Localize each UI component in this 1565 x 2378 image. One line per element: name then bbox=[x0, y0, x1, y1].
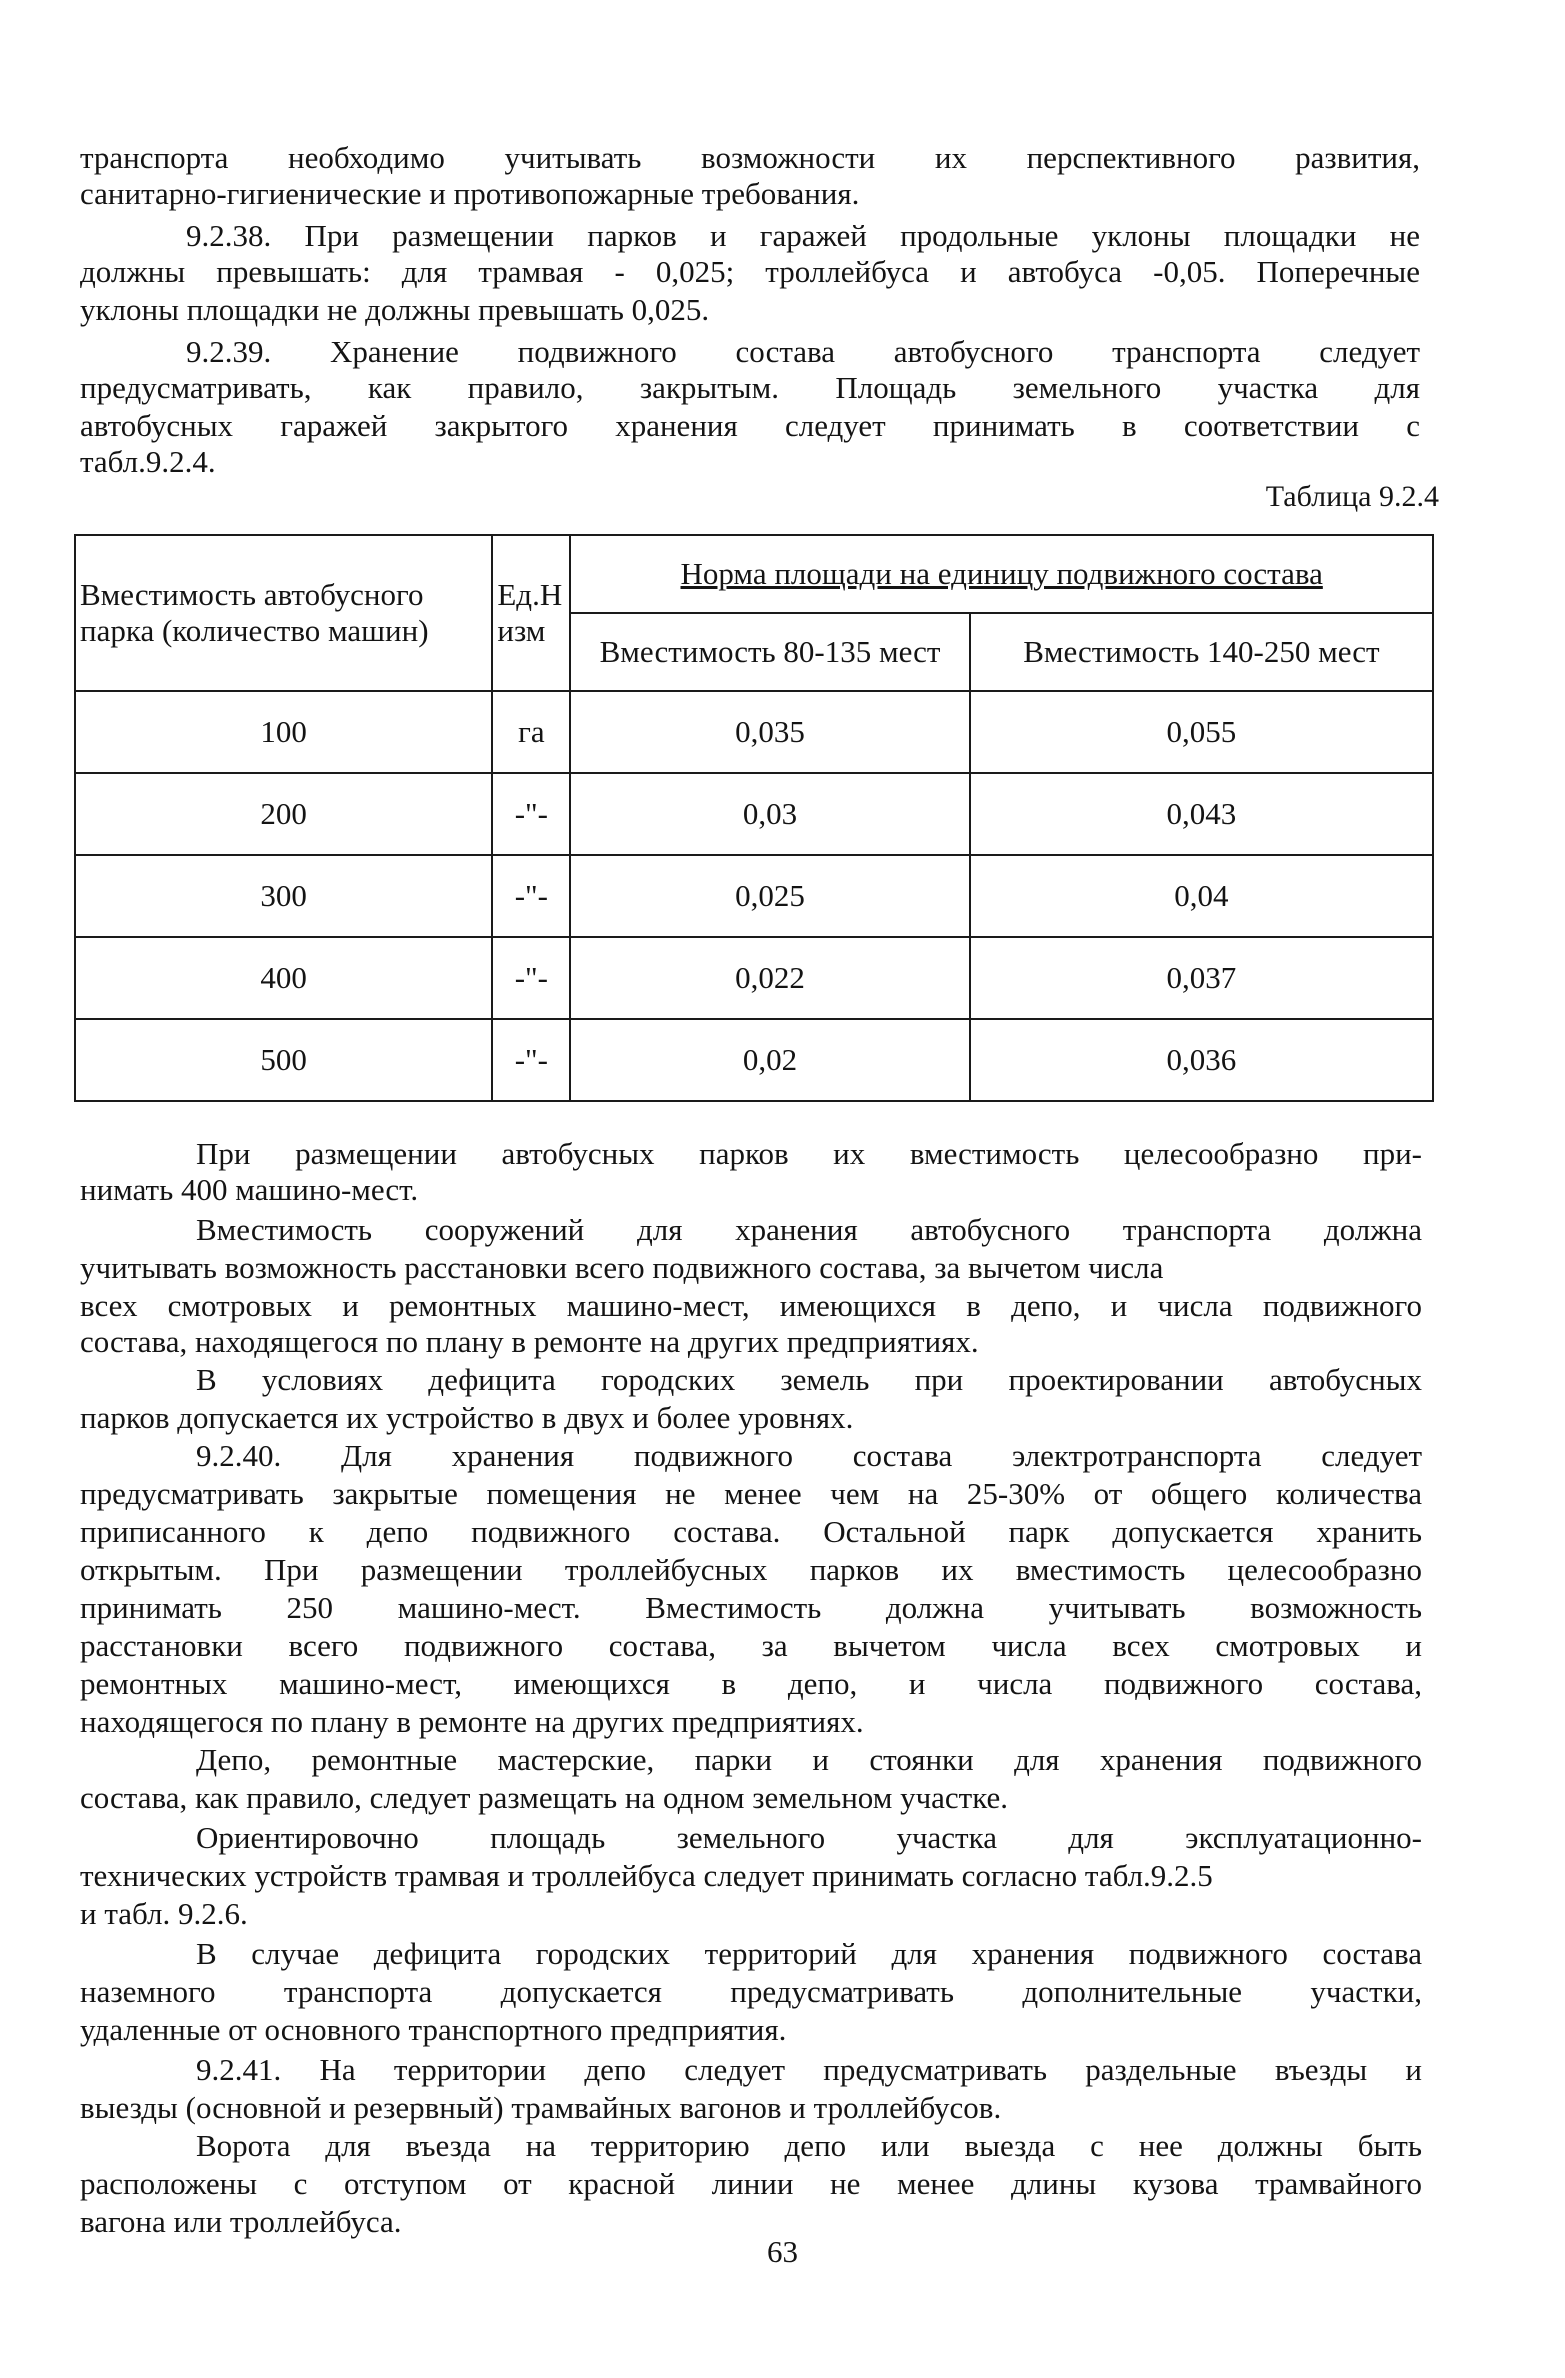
clause-9-2-40-line-1: 9.2.40. Для хранения подвижного состава электротранспорта следует bbox=[196, 1438, 1422, 1473]
para-9-line-3: вагона или троллейбуса. bbox=[80, 2204, 402, 2239]
para-3-line-2: парков допускается их устройство в двух и более уровнях. bbox=[80, 1400, 854, 1435]
page-number: 63 bbox=[767, 2234, 798, 2269]
table-row bbox=[75, 691, 1433, 773]
para-6-line-1: Ориентировочно площадь земельного участка для эксплуатационно- bbox=[196, 1820, 1422, 1855]
header-norm-group bbox=[570, 535, 1433, 613]
clause-9-2-40-line-7: ремонтных машино-мест, имеющихся в депо, и числа подвижного состава, bbox=[80, 1666, 1422, 1701]
para-6-line-3: и табл. 9.2.6. bbox=[80, 1896, 248, 1931]
cell-unit: -"- bbox=[492, 1019, 570, 1101]
clause-9-2-40-line-8: находящегося по плану в ремонте на других предприятиях. bbox=[80, 1704, 864, 1739]
para-9-line-1: Ворота для въезда на территорию депо или выезда с нее должны быть bbox=[196, 2128, 1422, 2163]
cell-norm-80-135: 0,03 bbox=[570, 773, 969, 855]
clause-9-2-38-line-2: должны превышать: для трамвая - 0,025; троллейбуса и автобуса -0,05. Поперечные bbox=[80, 254, 1420, 289]
clause-9-2-39-line-4: табл.9.2.4. bbox=[80, 444, 216, 479]
header-capacity-80-135: Вместимость 80-135 мест bbox=[570, 613, 969, 691]
para-6-line-2: технических устройств трамвая и троллейбуса следует принимать согласно табл.9.2.5 bbox=[80, 1858, 1213, 1893]
table-row bbox=[75, 937, 1433, 1019]
table-caption: Таблица 9.2.4 bbox=[1265, 480, 1439, 513]
norms-table bbox=[74, 534, 1434, 1102]
norms-table-container bbox=[74, 534, 1434, 1100]
para-7-line-2: наземного транспорта допускается предусматривать дополнительные участки, bbox=[80, 1974, 1422, 2009]
cell-norm-80-135: 0,022 bbox=[570, 937, 969, 1019]
para-5-line-1: Депо, ремонтные мастерские, парки и стоянки для хранения подвижного bbox=[196, 1742, 1422, 1777]
cell-norm-140-250: 0,04 bbox=[970, 855, 1433, 937]
header-capacity: Вместимость автобусного парка (количество машин) bbox=[75, 535, 492, 691]
clause-9-2-40-line-5: принимать 250 машино-мест. Вместимость должна учитывать возможность bbox=[80, 1590, 1422, 1625]
para-1-line-2: нимать 400 машино-мест. bbox=[80, 1172, 419, 1207]
cell-norm-80-135: 0,035 bbox=[570, 691, 969, 773]
cell-capacity: 500 bbox=[75, 1019, 492, 1101]
cell-norm-140-250: 0,037 bbox=[970, 937, 1433, 1019]
table-row bbox=[75, 1019, 1433, 1101]
clause-9-2-40-line-2: предусматривать закрытые помещения не менее чем на 25-30% от общего количества bbox=[80, 1476, 1422, 1511]
table-row bbox=[75, 855, 1433, 937]
para-5-line-2: состава, как правило, следует размещать на одном земельном участке. bbox=[80, 1780, 1009, 1815]
clause-9-2-38-line-3: уклоны площадки не должны превышать 0,025. bbox=[80, 292, 710, 327]
para-2-line-2: учитывать возможность расстановки всего подвижного состава, за вычетом числа bbox=[80, 1250, 1164, 1285]
clause-9-2-40-line-6: расстановки всего подвижного состава, за вычетом числа всех смотровых и bbox=[80, 1628, 1422, 1663]
table-row bbox=[75, 773, 1433, 855]
cell-norm-140-250: 0,036 bbox=[970, 1019, 1433, 1101]
cell-norm-140-250: 0,043 bbox=[970, 773, 1433, 855]
header-unit: Ед.Н изм bbox=[492, 535, 570, 691]
intro-line-2: санитарно-гигиенические и противопожарные требования. bbox=[80, 176, 860, 211]
clause-9-2-41-line-1: 9.2.41. На территории депо следует предусматривать раздельные въезды и bbox=[196, 2052, 1422, 2087]
para-9-line-2: расположены с отступом от красной линии не менее длины кузова трамвайного bbox=[80, 2166, 1422, 2201]
para-7-line-3: удаленные от основного транспортного предприятия. bbox=[80, 2012, 787, 2047]
para-2-line-4: состава, находящегося по плану в ремонте на других предприятиях. bbox=[80, 1324, 979, 1359]
para-2-line-1: Вместимость сооружений для хранения автобусного транспорта должна bbox=[196, 1212, 1422, 1247]
cell-unit: -"- bbox=[492, 773, 570, 855]
para-2-line-3: всех смотровых и ремонтных машино-мест, имеющихся в депо, и числа подвижного bbox=[80, 1288, 1422, 1323]
header-capacity-140-250: Вместимость 140-250 мест bbox=[970, 613, 1433, 691]
intro-line-1: транспорта необходимо учитывать возможности их перспективного развития, bbox=[80, 140, 1420, 175]
clause-9-2-40-line-4: открытым. При размещении троллейбусных парков их вместимость целесообразно bbox=[80, 1552, 1422, 1587]
cell-norm-80-135: 0,02 bbox=[570, 1019, 969, 1101]
para-3-line-1: В условиях дефицита городских земель при проектировании автобусных bbox=[196, 1362, 1422, 1397]
clause-9-2-39-line-3: автобусных гаражей закрытого хранения следует принимать в соответствии с bbox=[80, 408, 1420, 443]
cell-capacity: 300 bbox=[75, 855, 492, 937]
clause-9-2-39-line-1: 9.2.39. Хранение подвижного состава автобусного транспорта следует bbox=[186, 334, 1420, 369]
header-norm-group-text: Норма площади на единицу подвижного состава bbox=[680, 556, 1323, 591]
cell-unit: -"- bbox=[492, 855, 570, 937]
cell-norm-140-250: 0,055 bbox=[970, 691, 1433, 773]
clause-9-2-38-line-1: 9.2.38. При размещении парков и гаражей продольные уклоны площадки не bbox=[186, 218, 1420, 253]
cell-capacity: 400 bbox=[75, 937, 492, 1019]
para-7-line-1: В случае дефицита городских территорий для хранения подвижного состава bbox=[196, 1936, 1422, 1971]
cell-unit: -"- bbox=[492, 937, 570, 1019]
para-1-line-1: При размещении автобусных парков их вместимость целесообразно при- bbox=[196, 1136, 1422, 1171]
clause-9-2-41-line-2: выезды (основной и резервный) трамвайных вагонов и троллейбусов. bbox=[80, 2090, 1002, 2125]
clause-9-2-39-line-2: предусматривать, как правило, закрытым. Площадь земельного участка для bbox=[80, 370, 1420, 405]
clause-9-2-40-line-3: приписанного к депо подвижного состава. Остальной парк допускается хранить bbox=[80, 1514, 1422, 1549]
cell-capacity: 200 bbox=[75, 773, 492, 855]
cell-norm-80-135: 0,025 bbox=[570, 855, 969, 937]
cell-capacity: 100 bbox=[75, 691, 492, 773]
cell-unit: га bbox=[492, 691, 570, 773]
